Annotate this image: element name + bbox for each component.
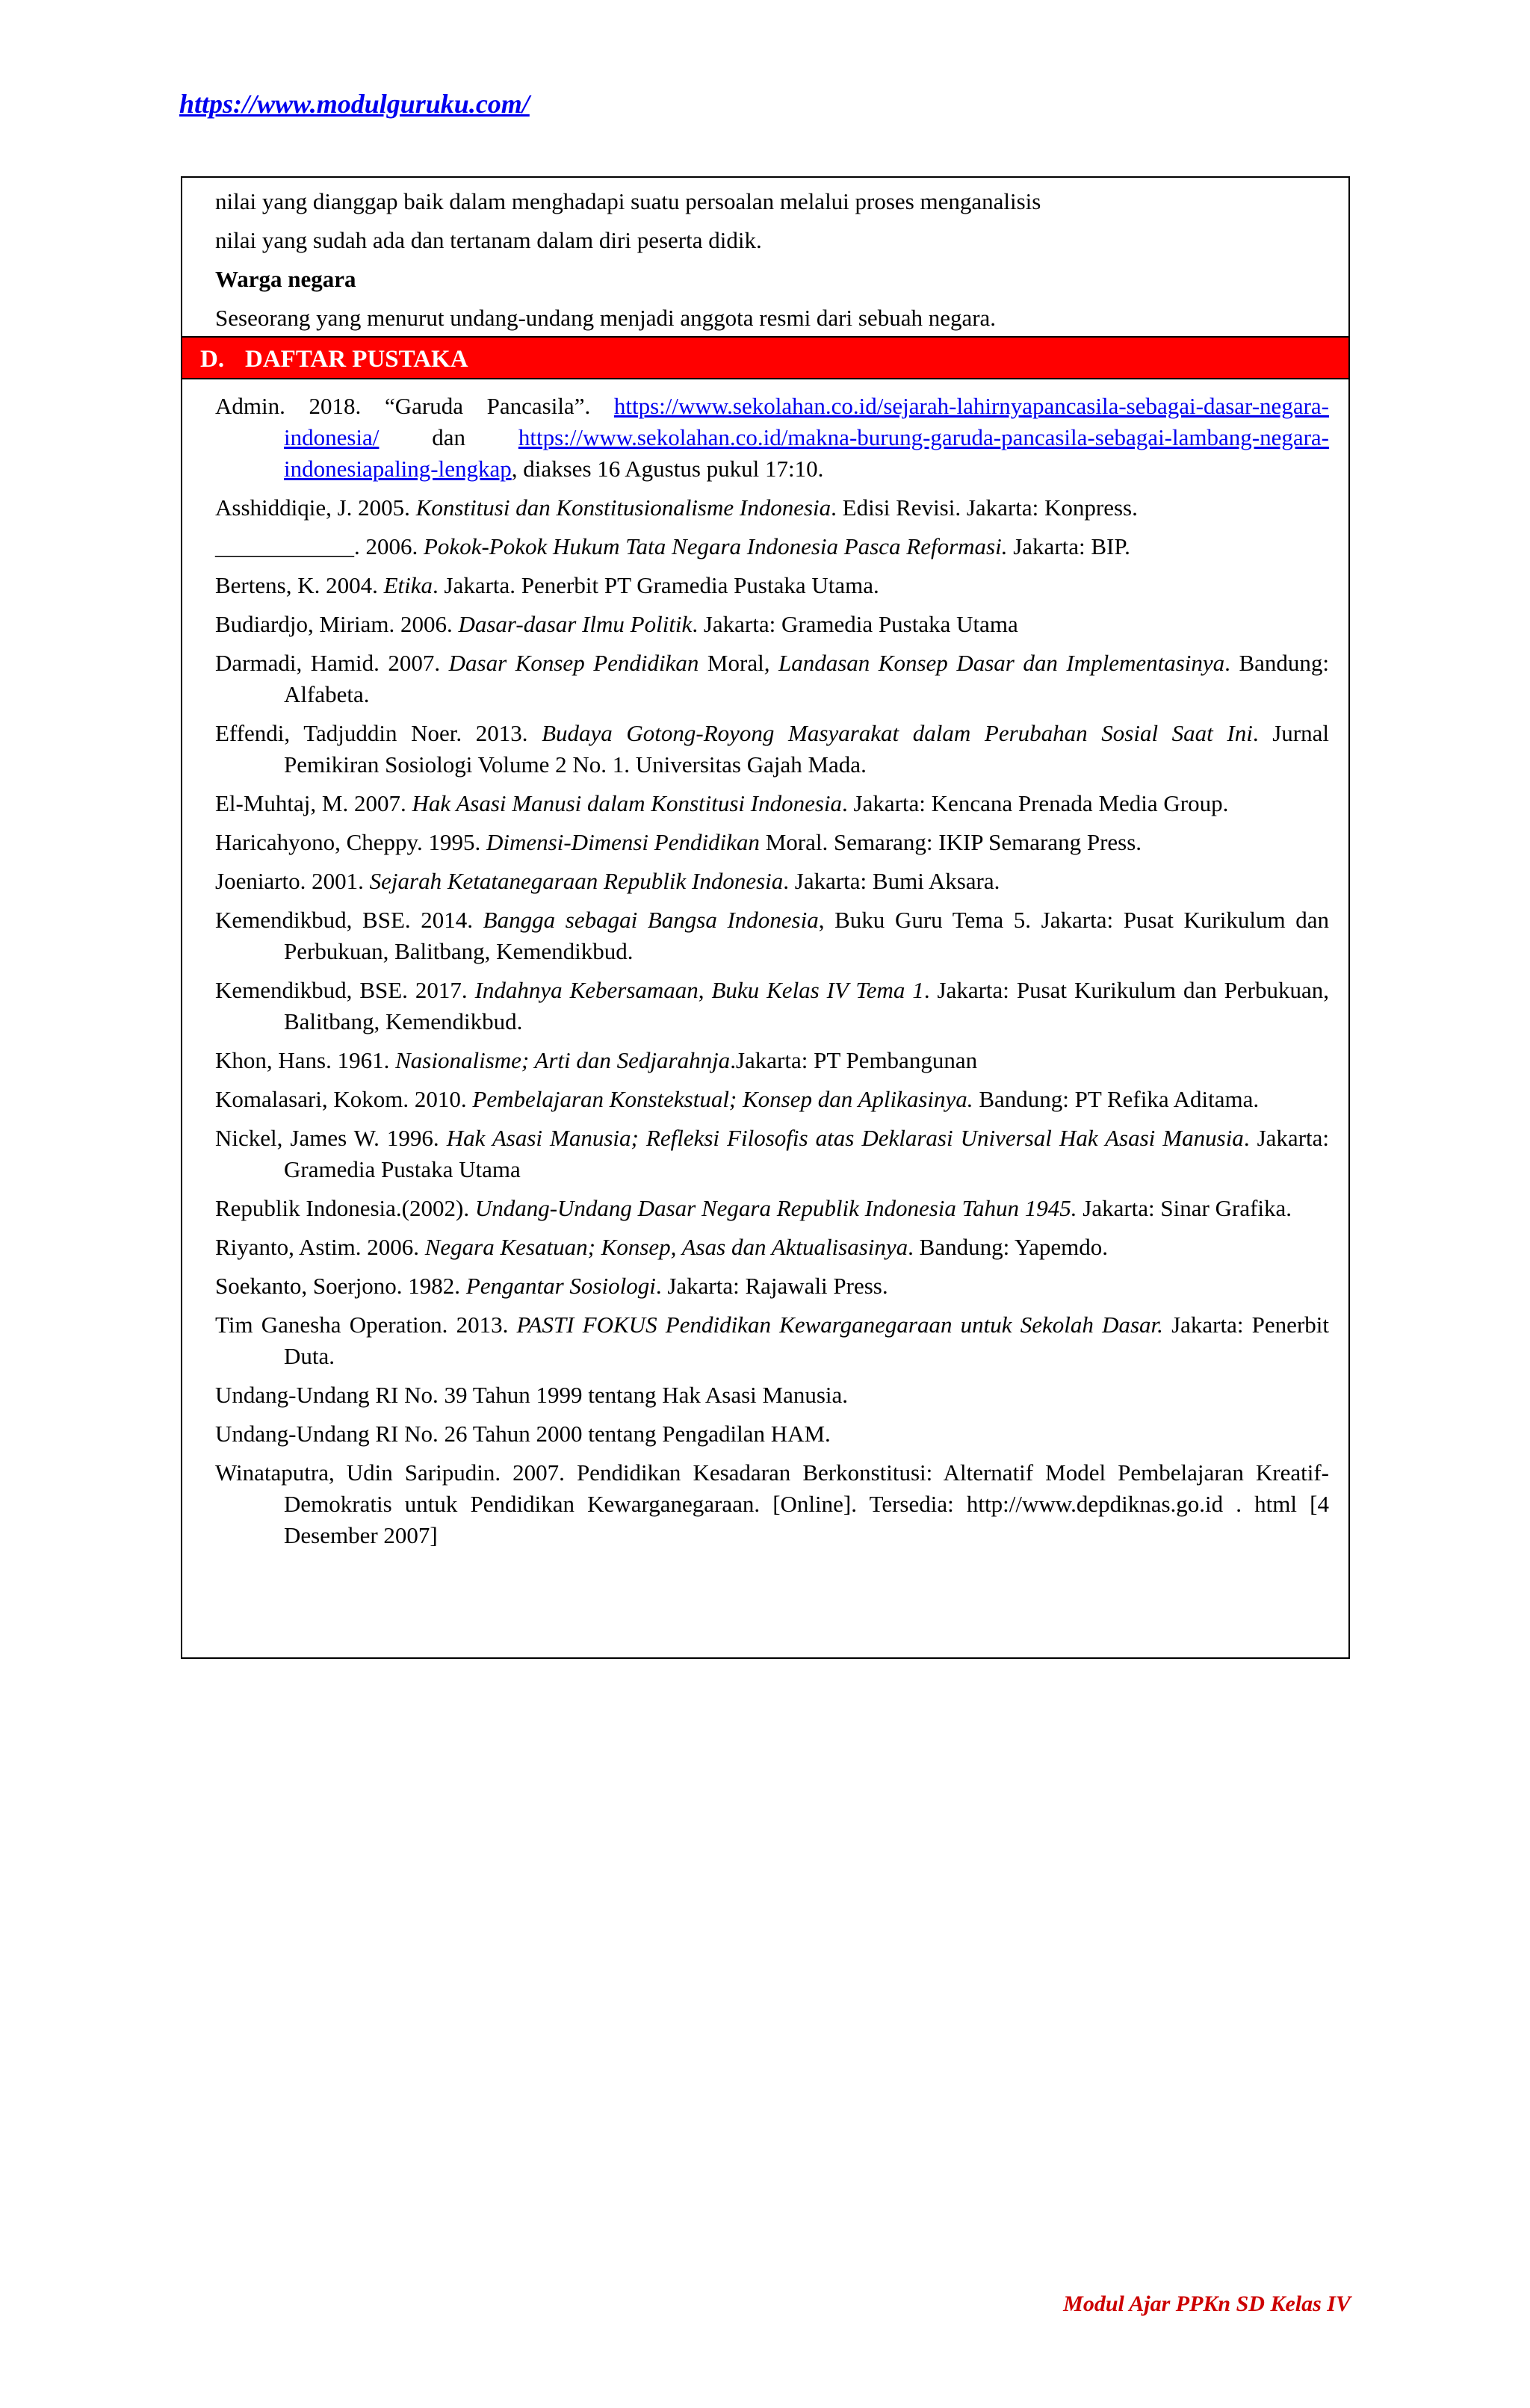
reference-item: Republik Indonesia.(2002). Undang-Undang Dasar Negara Republik Indonesia Tahun 1945. Jakarta: Sinar Grafika. — [215, 1195, 1292, 1221]
reference-item: Nickel, James W. 1996. Hak Asasi Manusia; Refleksi Filosofis atas Deklarasi Universal Hak Asasi Manusia. Jakarta: Gramedia Pustaka Utama — [215, 1125, 1329, 1182]
reference-item: Asshiddiqie, J. 2005. Konstitusi dan Konstitusionalisme Indonesia. Edisi Revisi. Jakarta: Konpress. — [215, 494, 1138, 521]
reference-item: Budiardjo, Miriam. 2006. Dasar-dasar Ilmu Politik. Jakarta: Gramedia Pustaka Utama — [215, 611, 1018, 637]
page-footer: Modul Ajar PPKn SD Kelas IV — [1063, 2291, 1351, 2316]
reference-item: Haricahyono, Cheppy. 1995. Dimensi-Dimensi Pendidikan Moral. Semarang: IKIP Semarang Press. — [215, 829, 1142, 855]
glossary-definition: Seseorang yang menurut undang-undang menjadi anggota resmi dari sebuah negara. — [215, 305, 997, 331]
reference-item: Winataputra, Udin Saripudin. 2007. Pendidikan Kesadaran Berkonstitusi: Alternatif Model Pembelajaran Kreatif-Demokratis untuk Pendidikan Kewarganegaraan. [Online]. Tersedia: http://www.depdiknas.go.id . html [4 Desember 2007] — [215, 1459, 1329, 1548]
reference-item: Komalasari, Kokom. 2010. Pembelajaran Konstekstual; Konsep dan Aplikasinya. Bandung: PT Refika Aditama. — [215, 1086, 1260, 1112]
reference-item: Admin. 2018. “Garuda Pancasila”. https://www.sekolahan.co.id/sejarah-lahirnyapancasila-sebagai-dasar-negara-indonesia/ dan https://www.sekolahan.co.id/makna-burung-garuda-pancasila-sebagai-lambang-negara-indonesiapaling-lengkap, diakses 16 Agustus pukul 17:10. — [215, 393, 1329, 482]
reference-link[interactable]: https://www.sekolahan.co.id/makna-burung-garuda-pancasila-sebagai-lambang-negara-indonesiapaling-lengkap — [284, 424, 1329, 482]
reference-item: ____________. 2006. Pokok-Pokok Hukum Tata Negara Indonesia Pasca Reformasi. Jakarta: BIP. — [215, 533, 1130, 559]
header-url-link[interactable]: https://www.modulguruku.com/ — [179, 89, 530, 119]
reference-item: Undang-Undang RI No. 26 Tahun 2000 tentang Pengadilan HAM. — [215, 1421, 831, 1447]
reference-item: Effendi, Tadjuddin Noer. 2013. Budaya Gotong-Royong Masyarakat dalam Perubahan Sosial Saat Ini. Jurnal Pemikiran Sosiologi Volume 2 No. 1. Universitas Gajah Mada. — [215, 720, 1329, 778]
reference-item: Tim Ganesha Operation. 2013. PASTI FOKUS Pendidikan Kewarganegaraan untuk Sekolah Dasar. Jakarta: Penerbit Duta. — [215, 1312, 1329, 1369]
reference-list — [215, 391, 1329, 1559]
reference-item: Kemendikbud, BSE. 2014. Bangga sebagai Bangsa Indonesia, Buku Guru Tema 5. Jakarta: Pusat Kurikulum dan Perbukuan, Balitbang, Kemendikbud. — [215, 907, 1329, 964]
reference-item: Bertens, K. 2004. Etika. Jakarta. Penerbit PT Gramedia Pustaka Utama. — [215, 572, 879, 598]
reference-item: Undang-Undang RI No. 39 Tahun 1999 tentang Hak Asasi Manusia. — [215, 1382, 849, 1408]
section-header — [182, 336, 1348, 379]
reference-link[interactable]: https://www.sekolahan.co.id/sejarah-lahirnyapancasila-sebagai-dasar-negara-indonesia/ — [284, 393, 1329, 450]
reference-item: Soekanto, Soerjono. 1982. Pengantar Sosiologi. Jakarta: Rajawali Press. — [215, 1273, 888, 1299]
reference-item: Darmadi, Hamid. 2007. Dasar Konsep Pendidikan Moral, Landasan Konsep Dasar dan Implementasinya. Bandung: Alfabeta. — [215, 650, 1329, 707]
section-title: DAFTAR PUSTAKA — [245, 346, 468, 373]
reference-item: Riyanto, Astim. 2006. Negara Kesatuan; Konsep, Asas dan Aktualisasinya. Bandung: Yapemdo. — [215, 1234, 1108, 1260]
glossary-term: Warga negara — [215, 266, 356, 292]
glossary-text-line: nilai yang sudah ada dan tertanam dalam diri peserta didik. — [215, 227, 762, 253]
glossary-text-line: nilai yang dianggap baik dalam menghadapi suatu persoalan melalui proses menganalisis — [215, 188, 1041, 214]
reference-item: Kemendikbud, BSE. 2017. Indahnya Kebersamaan, Buku Kelas IV Tema 1. Jakarta: Pusat Kurikulum dan Perbukuan, Balitbang, Kemendikbud. — [215, 977, 1329, 1034]
reference-item: Khon, Hans. 1961. Nasionalisme; Arti dan Sedjarahnja.Jakarta: PT Pembangunan — [215, 1047, 978, 1073]
reference-item: El-Muhtaj, M. 2007. Hak Asasi Manusi dalam Konstitusi Indonesia. Jakarta: Kencana Prenada Media Group. — [215, 790, 1229, 816]
section-letter: D. — [200, 346, 225, 373]
content-box — [181, 176, 1350, 1659]
reference-item: Joeniarto. 2001. Sejarah Ketatanegaraan Republik Indonesia. Jakarta: Bumi Aksara. — [215, 868, 1000, 894]
glossary-continuation — [182, 178, 1348, 338]
